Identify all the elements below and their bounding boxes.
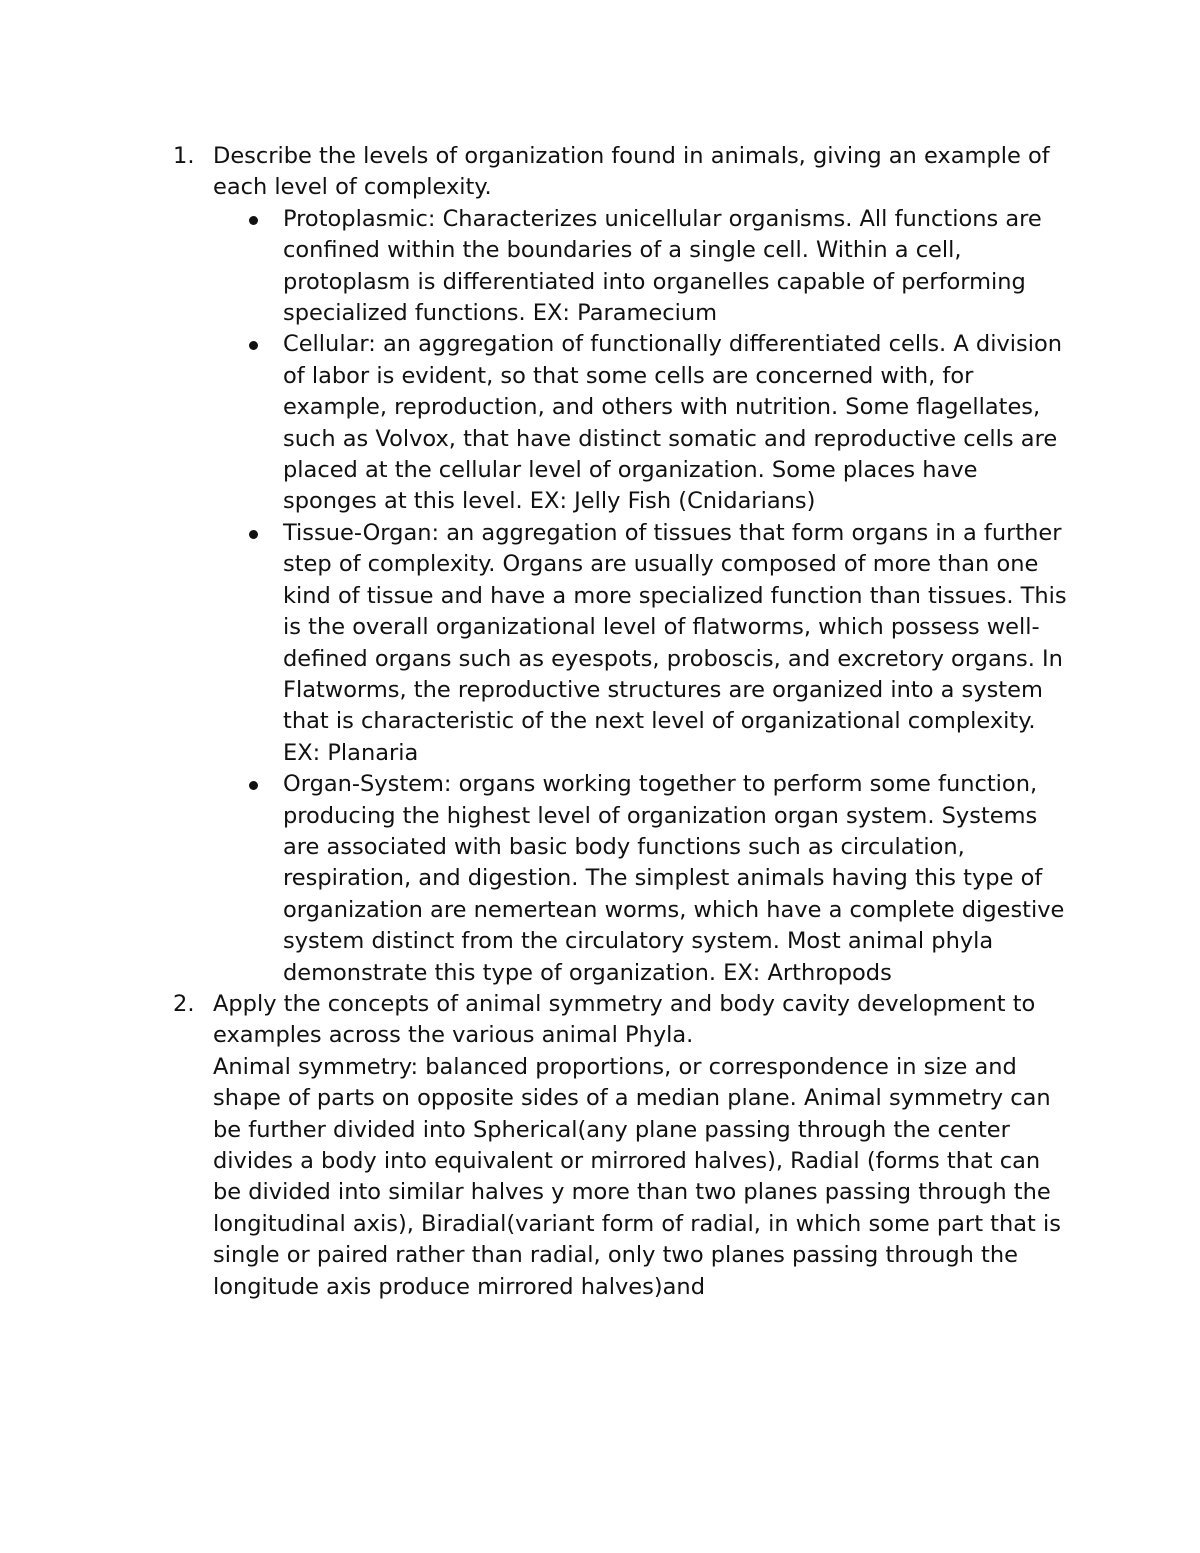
document-body: [173, 141, 1073, 1303]
bullet-text: Tissue-Organ: an aggregation of tissues that form organs in a further step of complexity. Organs are usually composed of more than one kind of tissue and have a more specialized function than tissues. This is the overall organizational level of flatworms, which possess well-defined organs such as eyespots, proboscis, and excretory organs. In Flatworms, the reproductive structures are organized into a system that is characteristic of the next level of organizational complexity. EX: Planaria: [283, 519, 1067, 766]
bullet-icon: [249, 341, 258, 350]
question-number: 2.: [173, 990, 195, 1017]
list-item: [213, 329, 1073, 517]
list-item: [213, 518, 1073, 769]
question-number: 1.: [173, 143, 195, 169]
bullet-text: Cellular: an aggregation of functionally differentiated cells. A division of labor is evident, so that some cells are concerned with, for example, reproduction, and others with nutrition. Some flagellates, such as Volvox, that have distinct somatic and reproductive cells are placed at the cellular level of organization. Some places have sponges at this level. EX: Jelly Fish (Cnidarians): [283, 331, 1063, 515]
answer-paragraph: Animal symmetry: balanced proportions, or correspondence in size and shape of parts on opposite sides of a median plane. Animal symmetry can be further divided into Spherical(any plane passing through the center divides a body into equivalent or mirrored halves), Radial (forms that can be divided into similar halves y more than two planes passing through the longitudinal axis), Biradial(variant form of radial, in which some part that is single or paired rather than radial, only two planes passing through the longitude axis produce mirrored halves)and: [213, 1053, 1061, 1300]
question-text: Describe the levels of organization found in animals, giving an example of each level of complexity.: [213, 143, 1050, 201]
bullet-icon: [249, 530, 258, 539]
bullet-icon: [249, 216, 258, 225]
bullet-text: Protoplasmic: Characterizes unicellular organisms. All functions are confined within the boundaries of a single cell. Within a cell, protoplasm is differentiated into organelles capable of performing specialized functions. EX: Paramecium: [283, 205, 1042, 327]
question-2: [173, 989, 1073, 1303]
question-1: [173, 141, 1073, 989]
bullet-text: Organ-System: organs working together to perform some function, producing the highest level of organization organ system. Systems are associated with basic body functions such as circulation, respiration, and digestion. The simplest animals having this type of organization are nemertean worms, which have a complete digestive system distinct from the circulatory system. Most animal phyla demonstrate this type of organization. EX: Arthropods: [283, 771, 1065, 986]
answer-bullet-list: [213, 204, 1073, 989]
bullet-icon: [249, 781, 258, 790]
list-item: [213, 769, 1073, 989]
list-item: [213, 204, 1073, 330]
question-text: Apply the concepts of animal symmetry and body cavity development to examples across the various animal Phyla.: [213, 990, 1036, 1049]
